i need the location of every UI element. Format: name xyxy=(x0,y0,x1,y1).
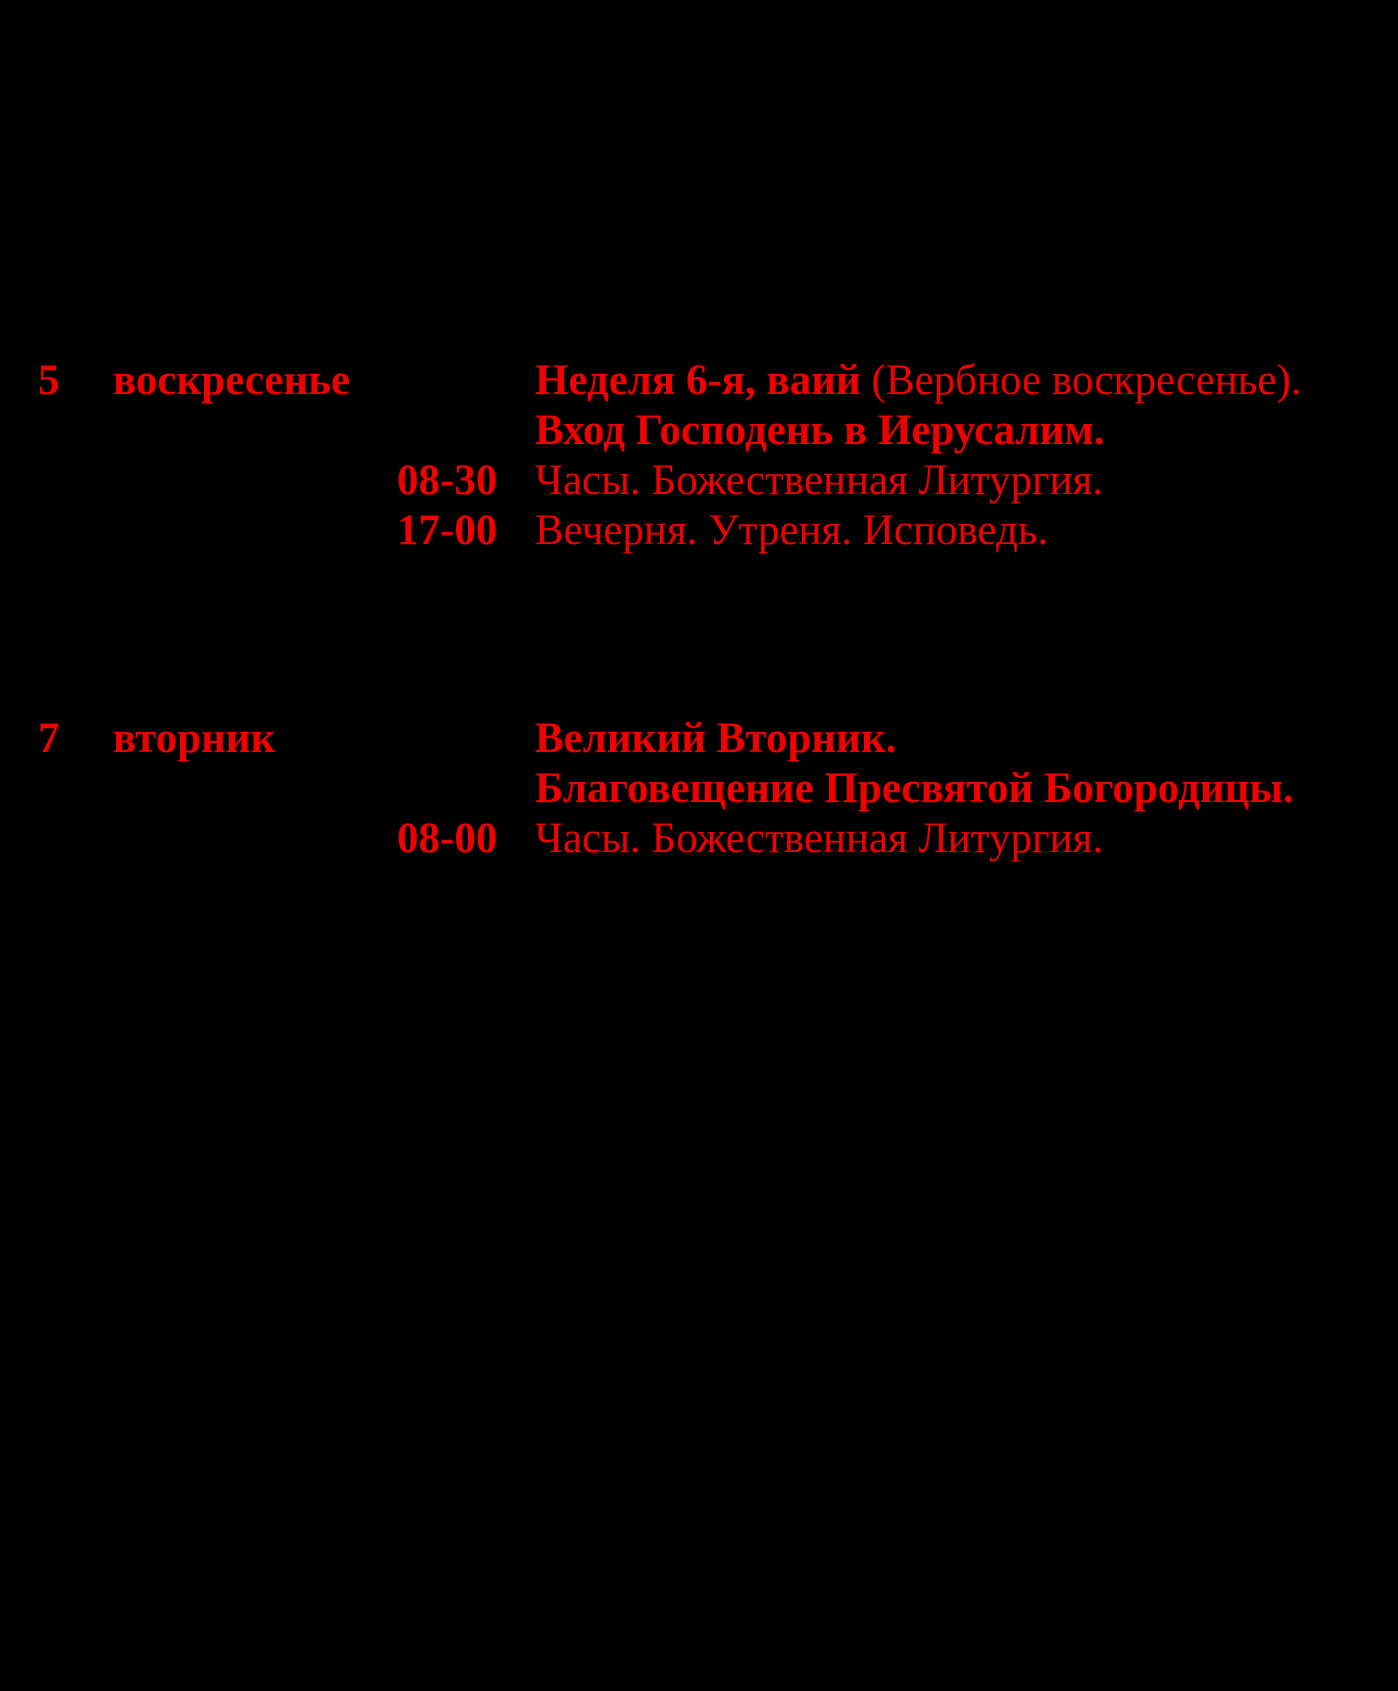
time-label: 08-30 xyxy=(397,457,498,504)
time-label xyxy=(397,764,535,814)
time-label xyxy=(397,406,535,456)
service-description xyxy=(535,814,1398,864)
service-text-regular: Часы. Божественная Литургия. xyxy=(535,815,1104,862)
service-description xyxy=(535,456,1398,506)
service-title-bold: Великий Вторник. xyxy=(535,715,897,762)
service-description xyxy=(535,356,1398,406)
schedule-entries xyxy=(0,356,1398,864)
day-number: 5 xyxy=(38,357,60,404)
service-description xyxy=(535,764,1398,814)
time-label xyxy=(397,714,535,764)
time-label: 17-00 xyxy=(397,507,498,554)
service-description xyxy=(535,714,1398,764)
time-label xyxy=(397,356,535,406)
schedule-line xyxy=(397,764,1398,814)
service-title-bold: Вход Господень в Иерусалим. xyxy=(535,407,1105,454)
entry-lines xyxy=(397,356,1398,556)
schedule-line xyxy=(397,714,1398,764)
service-title-bold: Неделя 6-я, ваий xyxy=(535,357,861,404)
weekday-label: вторник xyxy=(113,715,276,762)
schedule-line xyxy=(397,814,1398,864)
schedule-entry xyxy=(0,356,1398,556)
schedule-line xyxy=(397,456,1398,506)
service-text-regular: Часы. Божественная Литургия. xyxy=(535,457,1104,504)
service-description xyxy=(535,506,1398,556)
weekday-label: воскресенье xyxy=(113,357,351,404)
schedule-line xyxy=(397,506,1398,556)
service-text-regular: Вечерня. Утреня. Исповедь. xyxy=(535,507,1049,554)
service-text-regular: (Вербное воскресенье). xyxy=(860,357,1302,404)
schedule-line xyxy=(397,356,1398,406)
service-description xyxy=(535,406,1398,456)
schedule-entry xyxy=(0,714,1398,864)
schedule-line xyxy=(397,406,1398,456)
day-number: 7 xyxy=(38,715,60,762)
entry-lines xyxy=(397,714,1398,864)
time-label: 08-00 xyxy=(397,815,498,862)
service-title-bold: Благовещение Пресвятой Богородицы. xyxy=(535,765,1294,812)
